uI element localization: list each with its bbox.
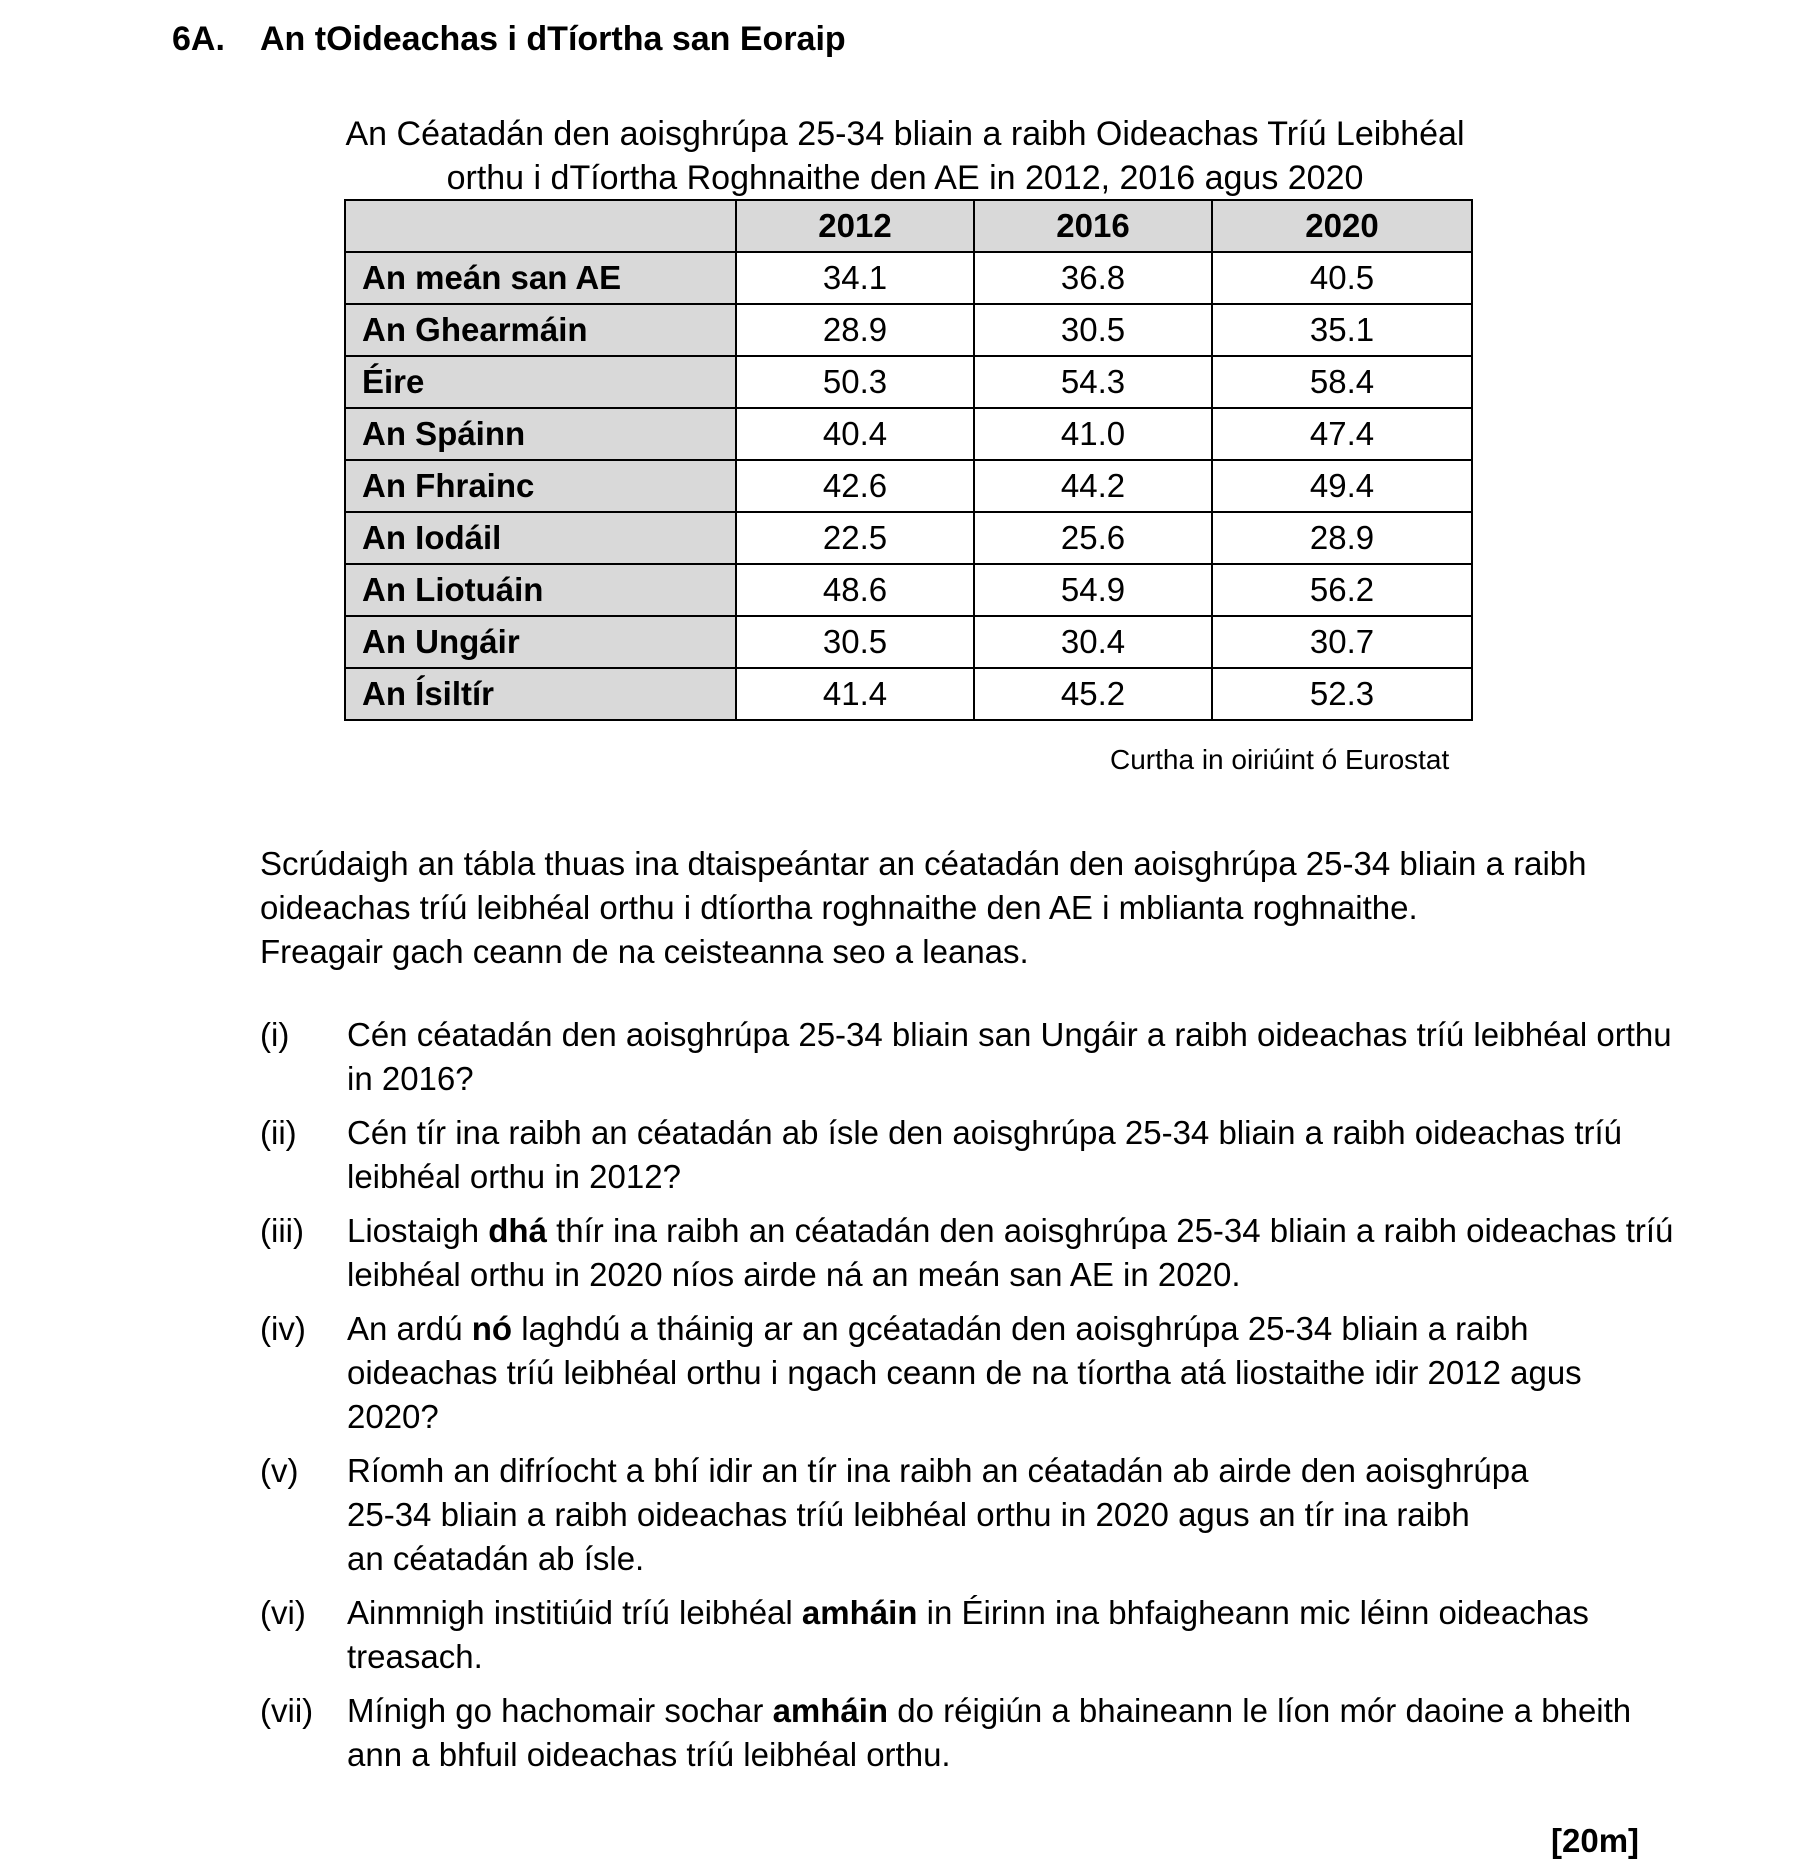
question-label: (vii) [260, 1692, 314, 1729]
table-cell: 52.3 [1212, 668, 1472, 720]
question-item [260, 1209, 1680, 1297]
data-table [344, 199, 1473, 721]
row-header: An Ghearmáin [345, 304, 736, 356]
question-heading [172, 20, 846, 59]
table-cell: 25.6 [974, 512, 1212, 564]
question-item [260, 1307, 1680, 1439]
table-row [345, 564, 1472, 616]
question-item [260, 1013, 1680, 1101]
table-cell: 50.3 [736, 356, 974, 408]
question-text-line: Ríomh an difríocht a bhí idir an tír ina raibh an céatadán ab airde den aoisghrúpa [347, 1452, 1529, 1489]
row-header: An Fhrainc [345, 460, 736, 512]
table-cell: 42.6 [736, 460, 974, 512]
question-text-part: do réigiún a bhaineann le líon mór daoine a bheith ann a bhfuil oideachas tríú leibhéal orthu. [347, 1692, 1632, 1773]
question-text: Cén tír ina raibh an céatadán ab ísle den aoisghrúpa 25-34 bliain a raibh oideachas tríú leibhéal orthu in 2012? [347, 1114, 1623, 1195]
table-row [345, 304, 1472, 356]
question-text-line: an céatadán ab ísle. [347, 1540, 645, 1577]
table-source-note: Curtha in oiriúint ó Eurostat [1110, 744, 1450, 775]
column-header-2020: 2020 [1212, 200, 1472, 252]
question-title: An tOideachas i dTíortha san Eoraip [260, 20, 846, 58]
table-cell: 22.5 [736, 512, 974, 564]
table-cell: 54.9 [974, 564, 1212, 616]
question-text-line: 25-34 bliain a raibh oideachas tríú leibhéal orthu in 2020 agus an tír ina raibh [347, 1496, 1470, 1533]
emphasis-word: amháin [772, 1692, 889, 1729]
table-row [345, 512, 1472, 564]
table-cell: 30.4 [974, 616, 1212, 668]
column-header-2016: 2016 [974, 200, 1212, 252]
question-label: (iii) [260, 1212, 304, 1249]
table-cell: 28.9 [1212, 512, 1472, 564]
table-cell: 44.2 [974, 460, 1212, 512]
question-text-part: Mínigh go hachomair sochar [347, 1692, 773, 1729]
table-row [345, 460, 1472, 512]
table-cell: 54.3 [974, 356, 1212, 408]
table-cell: 41.0 [974, 408, 1212, 460]
instructions [260, 842, 1680, 974]
table-row [345, 668, 1472, 720]
table-cell: 49.4 [1212, 460, 1472, 512]
question-text: Cén céatadán den aoisghrúpa 25-34 bliain san Ungáir a raibh oideachas tríú leibhéal orthu in 2016? [347, 1016, 1672, 1097]
question-text [347, 1307, 1677, 1439]
question-label: (v) [260, 1452, 299, 1489]
table-cell: 56.2 [1212, 564, 1472, 616]
table-cell: 30.5 [974, 304, 1212, 356]
emphasis-word: dhá [488, 1212, 547, 1249]
table-header-row [345, 200, 1472, 252]
table-caption-line-1: An Céatadán den aoisghrúpa 25-34 bliain a raibh Oideachas Tríú Leibhéal [345, 115, 1465, 153]
table-cell: 48.6 [736, 564, 974, 616]
table-cell: 40.4 [736, 408, 974, 460]
instructions-line-2: oideachas tríú leibhéal orthu i dtíortha roghnaithe den AE i mblianta roghnaithe. [260, 889, 1418, 926]
table-caption [340, 112, 1470, 200]
question-text-part: Liostaigh [347, 1212, 489, 1249]
row-header: An Iodáil [345, 512, 736, 564]
instructions-line-3: Freagair gach ceann de na ceisteanna seo a leanas. [260, 933, 1029, 970]
table-cell: 34.1 [736, 252, 974, 304]
table-caption-line-2: orthu i dTíortha Roghnaithe den AE in 2012, 2016 agus 2020 [446, 159, 1364, 197]
question-list [260, 1013, 1680, 1787]
table-row [345, 252, 1472, 304]
question-label: (iv) [260, 1310, 306, 1347]
question-item [260, 1111, 1680, 1199]
question-text [347, 1449, 1677, 1581]
question-text-part: Ainmnigh institiúid tríú leibhéal [347, 1594, 802, 1631]
table-cell: 28.9 [736, 304, 974, 356]
row-header: An Ísiltír [345, 668, 736, 720]
question-label: (ii) [260, 1114, 297, 1151]
row-header: An Liotuáin [345, 564, 736, 616]
table-cell: 30.7 [1212, 616, 1472, 668]
question-item [260, 1591, 1680, 1679]
question-text [347, 1591, 1677, 1679]
question-text-part: thír ina raibh an céatadán den aoisghrúpa 25-34 bliain a raibh oideachas tríú leibhéal orthu in 2020 níos airde ná an meán san AE in 2020. [347, 1212, 1674, 1293]
table-cell: 30.5 [736, 616, 974, 668]
row-header: Éire [345, 356, 736, 408]
question-text-part: An ardú [347, 1310, 472, 1347]
row-header: An Ungáir [345, 616, 736, 668]
table-cell: 47.4 [1212, 408, 1472, 460]
table-row [345, 616, 1472, 668]
emphasis-word: amháin [801, 1594, 918, 1631]
column-header-2012: 2012 [736, 200, 974, 252]
question-text-part: laghdú a tháinig ar an gcéatadán den aoisghrúpa 25-34 bliain a raibh oideachas tríú leibhéal orthu i ngach ceann de na tíortha atá liostaithe idir 2012 agus 2020? [347, 1310, 1582, 1435]
table-cell: 40.5 [1212, 252, 1472, 304]
emphasis-word: nó [471, 1310, 513, 1347]
question-text-part: in Éirinn ina bhfaigheann mic léinn oideachas treasach. [347, 1594, 1589, 1675]
row-header: An Spáinn [345, 408, 736, 460]
table-row [345, 356, 1472, 408]
instructions-line-1: Scrúdaigh an tábla thuas ina dtaispeántar an céatadán den aoisghrúpa 25-34 bliain a raibh [260, 845, 1587, 882]
question-item [260, 1449, 1680, 1581]
question-text [347, 1209, 1677, 1297]
row-header: An meán san AE [345, 252, 736, 304]
question-item [260, 1689, 1680, 1777]
table-corner-cell [345, 200, 736, 252]
marks-total: [20m] [1551, 1822, 1640, 1859]
table-cell: 36.8 [974, 252, 1212, 304]
question-text [347, 1689, 1677, 1777]
table-row [345, 408, 1472, 460]
question-number: 6A. [172, 20, 225, 58]
question-label: (i) [260, 1016, 290, 1053]
table-cell: 35.1 [1212, 304, 1472, 356]
table-cell: 41.4 [736, 668, 974, 720]
table-cell: 58.4 [1212, 356, 1472, 408]
table-cell: 45.2 [974, 668, 1212, 720]
question-label: (vi) [260, 1594, 306, 1631]
